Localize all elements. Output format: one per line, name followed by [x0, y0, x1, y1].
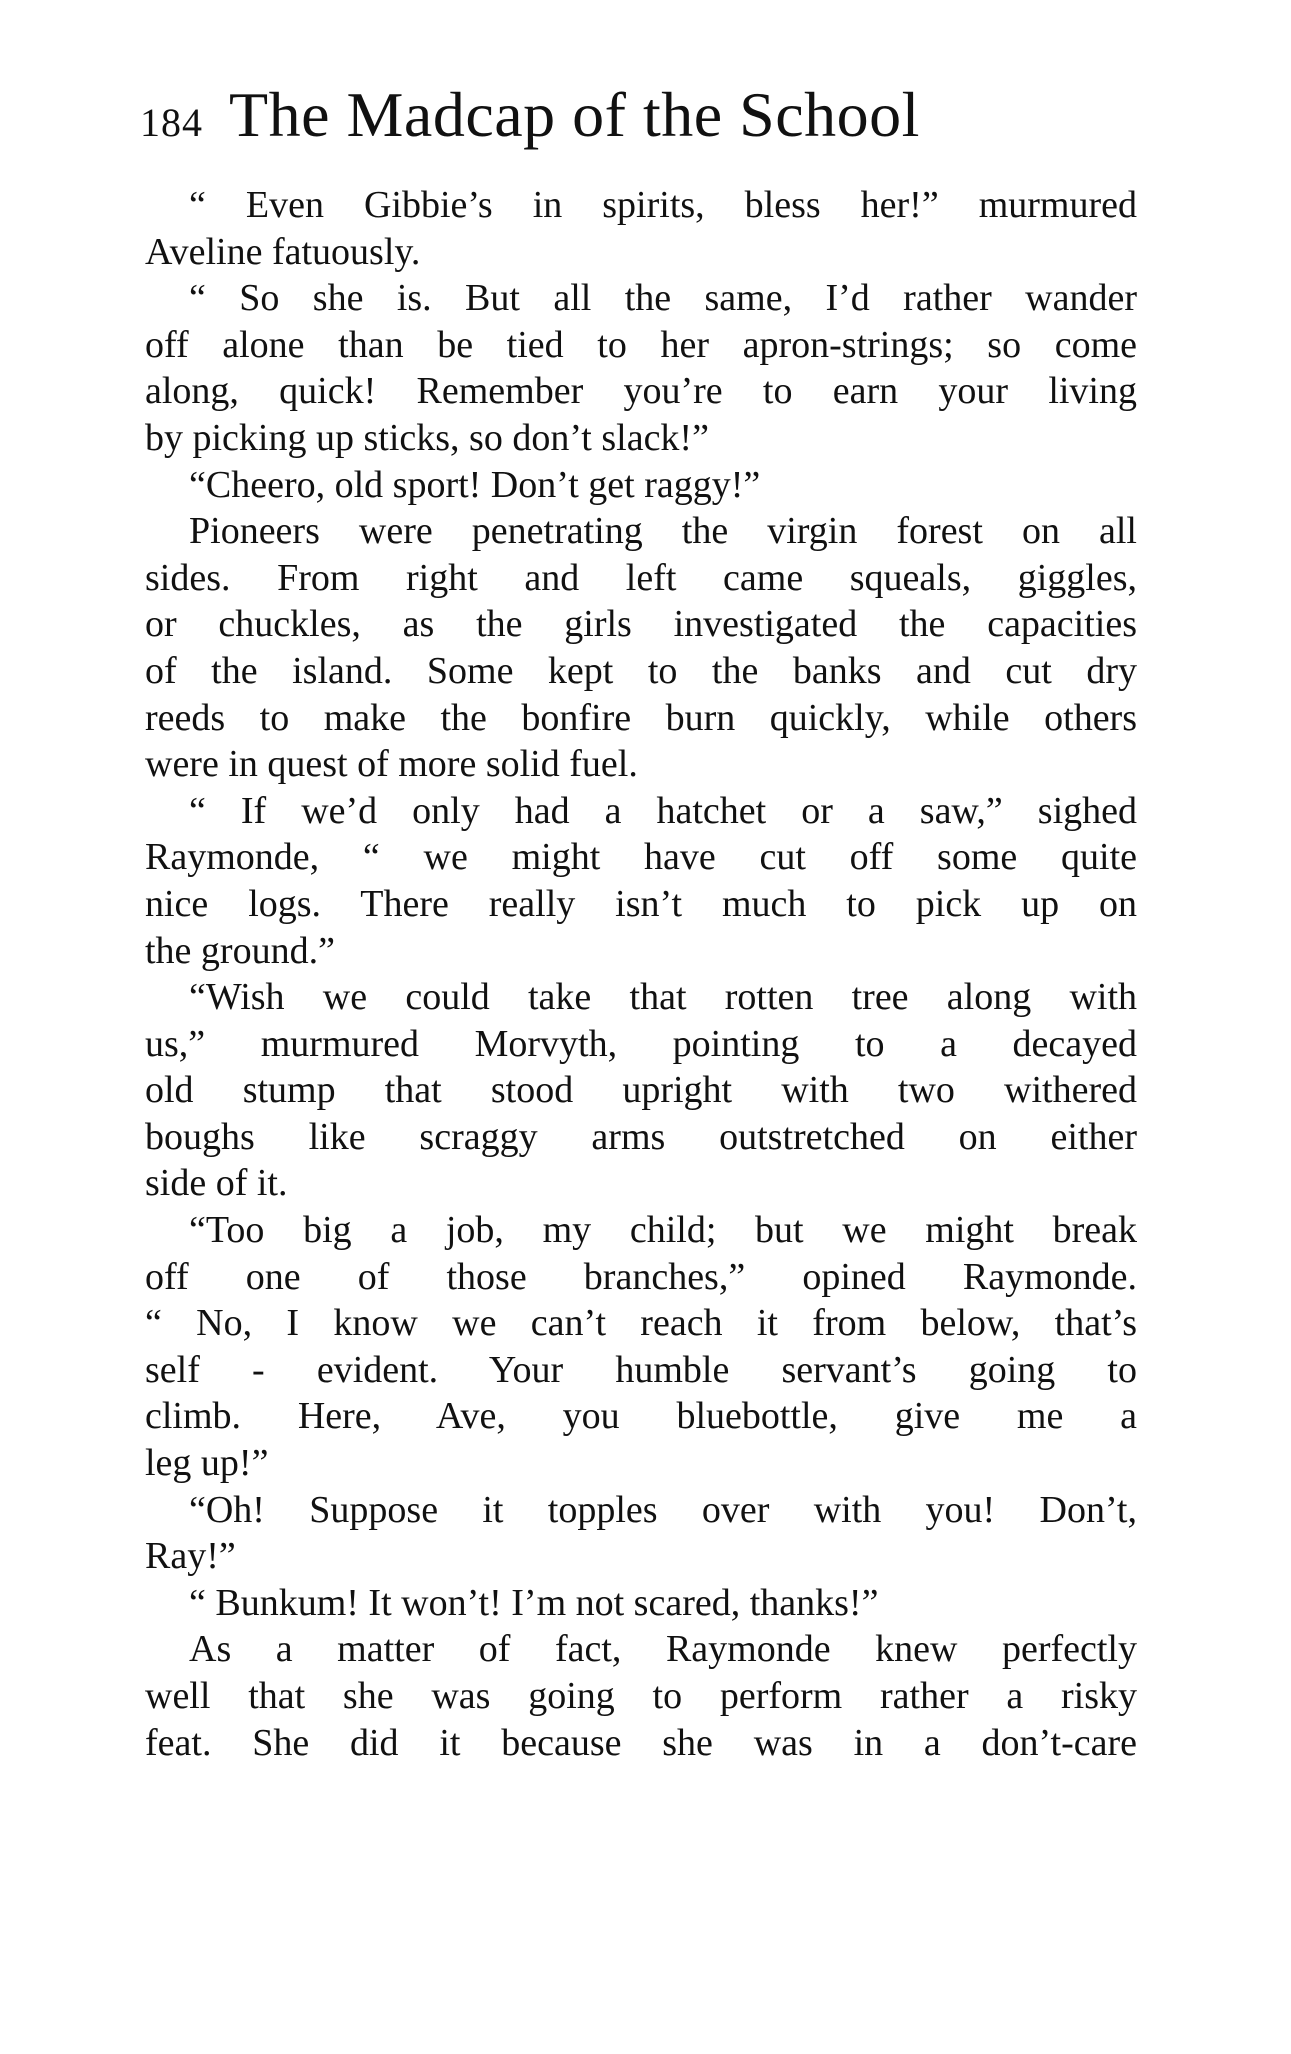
text-line: us,” murmured Morvyth, pointing to a decayed [145, 1022, 1137, 1065]
text-line: along, quick! Remember you’re to earn your living [145, 370, 1137, 413]
text-line: leg up!” [145, 1442, 269, 1485]
text-line: off alone than be tied to her apron-strings; so come [145, 323, 1137, 366]
text-line: “ No, I know we can’t reach it from below, that’s [145, 1302, 1137, 1345]
text-line: reeds to make the bonfire burn quickly, while others [145, 696, 1137, 739]
body-text [145, 182, 1137, 1766]
text-line: sides. From right and left came squeals, giggles, [145, 556, 1137, 599]
running-title: The Madcap of the School [229, 79, 920, 150]
text-line: or chuckles, as the girls investigated the capacities [145, 603, 1137, 646]
text-line: well that she was going to perform rather a risky [145, 1675, 1137, 1717]
text-line: Pioneers were penetrating the virgin forest on all [189, 510, 1137, 553]
text-line: old stump that stood upright with two withered [145, 1069, 1137, 1112]
text-line: by picking up sticks, so don’t slack!” [145, 416, 709, 459]
text-line: side of it. [145, 1162, 288, 1205]
page-header [140, 78, 1140, 158]
text-line: nice logs. There really isn’t much to pick up on [145, 882, 1137, 925]
text-line: “Oh! Suppose it topples over with you! Don’t, [189, 1488, 1137, 1531]
text-line: feat. She did it because she was in a don’t-care [145, 1721, 1137, 1764]
page-number: 184 [140, 100, 203, 145]
text-line: As a matter of fact, Raymonde knew perfectly [189, 1628, 1137, 1671]
text-line: “Wish we could take that rotten tree along with [189, 976, 1137, 1019]
text-line: “ So she is. But all the same, I’d rather wander [189, 277, 1137, 320]
text-line: “ Even Gibbie’s in spirits, bless her!” murmured [189, 184, 1137, 226]
text-line: Ray!” [145, 1535, 236, 1578]
text-line: climb. Here, Ave, you bluebottle, give me a [145, 1395, 1137, 1438]
text-line: “Cheero, old sport! Don’t get raggy!” [189, 463, 761, 506]
text-line: Raymonde, “ we might have cut off some quite [145, 836, 1137, 879]
text-line: off one of those branches,” opined Raymonde. [145, 1255, 1137, 1298]
text-line: were in quest of more solid fuel. [145, 743, 638, 786]
text-line: boughs like scraggy arms outstretched on either [145, 1115, 1137, 1158]
text-line: self - evident. Your humble servant’s going to [145, 1348, 1137, 1391]
text-line: of the island. Some kept to the banks and cut dry [145, 649, 1137, 692]
text-line: “ If we’d only had a hatchet or a saw,” sighed [189, 789, 1137, 832]
text-line: the ground.” [145, 929, 335, 972]
text-line: “Too big a job, my child; but we might break [189, 1209, 1137, 1252]
text-line: Aveline fatuously. [145, 230, 421, 273]
text-line: “ Bunkum! It won’t! I’m not scared, thanks!” [189, 1581, 879, 1624]
